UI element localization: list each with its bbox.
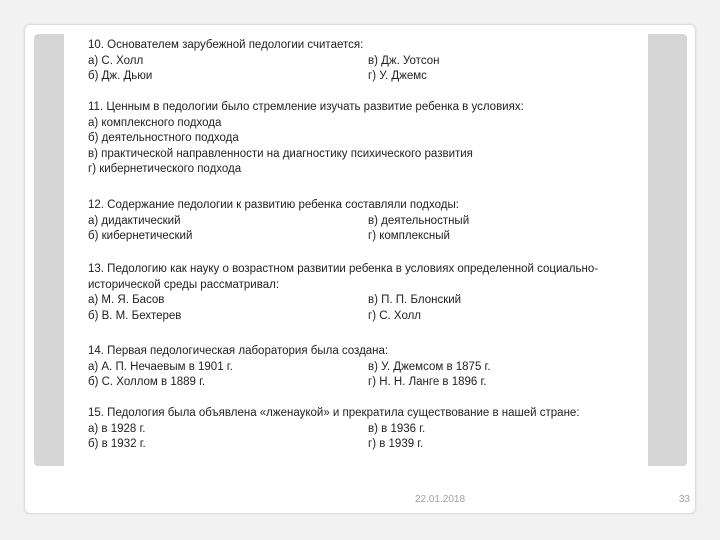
option-g: г) У. Джемс [368,70,427,82]
option-a: а) А. П. Нечаевым в 1901 г. [88,360,233,373]
option-b: б) Дж. Дьюи [88,70,153,82]
option-b: б) в 1932 г. [88,438,146,450]
question-13 [88,262,648,324]
option-v: в) У. Джемсом в 1875 г. [368,360,491,373]
option-b: б) С. Холлом в 1889 г. [88,376,206,388]
option-b: б) В. М. Бехтерев [88,309,182,322]
option-a: а) М. Я. Басов [88,294,165,306]
option-g: г) С. Холл [368,309,422,322]
option-v: в) Дж. Уотсон [368,54,440,67]
question-11 [88,100,648,178]
option-g: г) комплексный [368,230,450,242]
question-title: 12. Содержание педологии к развитию ребенка составляли подходы: [88,199,459,211]
option-g: г) Н. Н. Ланге в 1896 г. [368,376,487,388]
option-a: а) в 1928 г. [88,422,146,435]
question-12 [88,198,648,245]
page-number: 33 [678,494,690,505]
question-title: 15. Педология была объявлена «лженаукой» и прекратила существование в нашей стране: [88,407,580,419]
option-b: б) деятельностного подхода [88,132,239,144]
option-v: в) П. П. Блонский [368,294,462,306]
question-title: 14. Первая педологическая лаборатория была создана: [88,345,389,357]
footer-date: 22.01.2018 [414,494,466,505]
question-title: 10. Основателем зарубежной педологии считается: [88,39,364,51]
option-a: а) комплексного подхода [88,116,222,129]
option-a: а) С. Холл [88,54,144,67]
question-title: 13. Педологию как науку о возрастном развитии ребенка в условиях определенной социально-исторической среды рассматривал: [88,263,599,291]
question-title: 11. Ценным в педологии было стремление изучать развитие ребенка в условиях: [88,101,524,113]
question-14 [88,344,648,391]
option-b: б) кибернетический [88,230,193,242]
option-g: г) кибернетического подхода [88,163,242,175]
option-v: в) в 1936 г. [368,422,426,435]
question-10 [88,38,648,85]
option-g: г) в 1939 г. [368,438,424,450]
question-15 [88,406,648,453]
scanned-document [64,32,648,466]
option-a: а) дидактический [88,214,181,227]
option-v: в) практической направленности на диагностику психического развития [88,147,473,160]
option-v: в) деятельностный [368,214,470,227]
